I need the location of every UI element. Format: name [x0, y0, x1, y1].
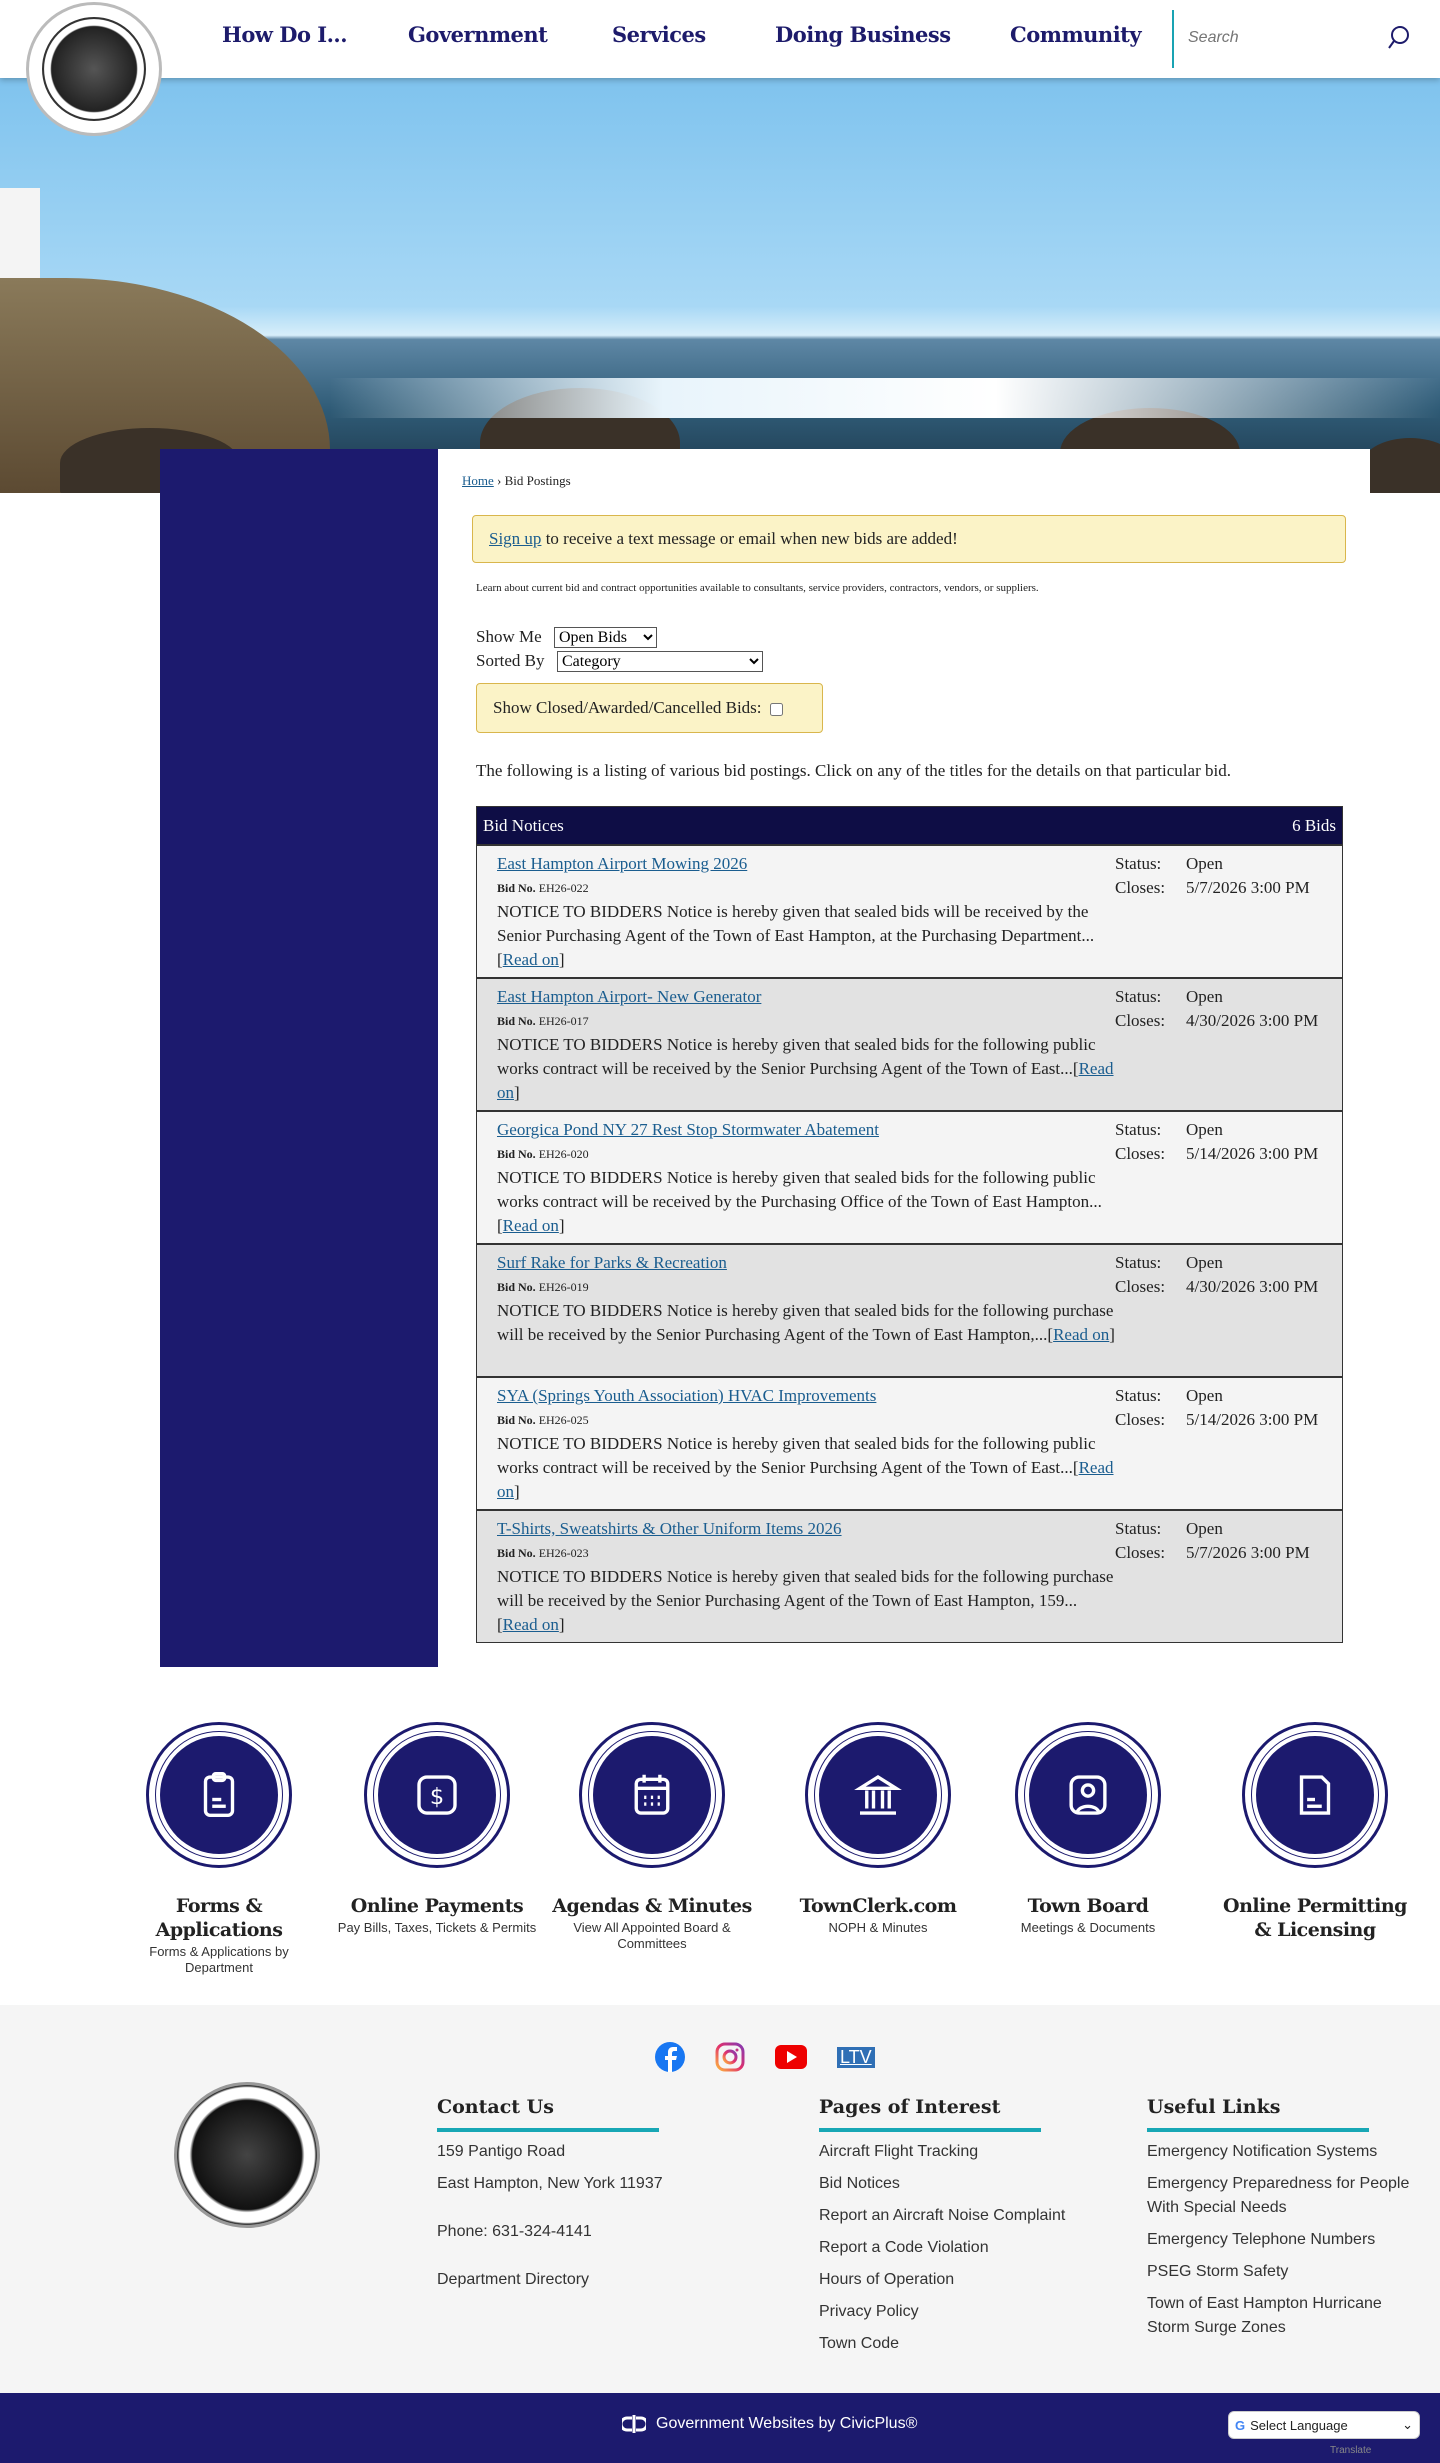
sorted-by-select[interactable] — [557, 651, 763, 672]
person-icon — [1061, 1768, 1115, 1822]
quicklink-document[interactable] — [1215, 1722, 1415, 1944]
heading-underline — [437, 2128, 659, 2132]
nav-government[interactable]: Government — [408, 22, 548, 47]
signup-link[interactable]: Sign up — [489, 529, 542, 548]
language-label: Select Language — [1250, 2417, 1348, 2433]
quicklink-building[interactable] — [778, 1722, 978, 1936]
quicklink-calendar[interactable] — [552, 1722, 752, 1952]
building-icon — [851, 1768, 905, 1822]
contact-heading: Contact Us — [437, 2096, 554, 2118]
status-label: Status: — [1115, 1253, 1162, 1272]
quicklink-title: Agendas & Minutes — [552, 1895, 752, 1917]
read-on-link[interactable]: Read on — [502, 950, 559, 969]
heading-underline — [819, 2128, 1041, 2132]
contact-us — [437, 2096, 737, 2300]
footer-link[interactable]: Emergency Preparedness for People With Special Needs — [1147, 2175, 1410, 2216]
heading-underline — [1147, 2128, 1369, 2132]
social-links — [655, 2042, 875, 2072]
bid-table-title: Bid Notices — [483, 815, 564, 835]
calendar-icon — [625, 1768, 679, 1822]
intro-text: Learn about current bid and contract opportunities available to consultants, service providers, contractors, vendors, or suppliers. — [476, 582, 1039, 594]
breadcrumb-home[interactable]: Home — [462, 473, 494, 488]
footer-link[interactable]: Privacy Policy — [819, 2303, 919, 2320]
quicklink-title: Online Permitting & Licensing — [1223, 1895, 1407, 1941]
listing-text: The following is a listing of various bid postings. Click on any of the titles for the details on that particular bid. — [476, 761, 1231, 780]
clipboard-icon — [192, 1768, 246, 1822]
useful-links — [1147, 2096, 1417, 2348]
quicklink-title: TownClerk.com — [799, 1895, 957, 1917]
site-header — [0, 0, 1440, 78]
pages-heading: Pages of Interest — [819, 2096, 1001, 2118]
closes-value: 5/14/2026 3:00 PM — [1186, 1144, 1319, 1163]
dollar-icon — [410, 1768, 464, 1822]
bid-table-header — [477, 807, 1342, 844]
bid-description: NOTICE TO BIDDERS Notice is hereby given that sealed bids for the following public works contract will be received by the Senior Purchsing Agent of the Town of East... — [497, 1035, 1096, 1078]
town-seal-logo[interactable] — [26, 2, 162, 136]
breadcrumb-current: Bid Postings — [504, 473, 571, 488]
nav-divider — [1172, 10, 1174, 68]
closes-value: 4/30/2026 3:00 PM — [1186, 1011, 1319, 1030]
pages-of-interest — [819, 2096, 1119, 2364]
nav-community[interactable]: Community — [1010, 22, 1142, 47]
quicklink-circle — [364, 1722, 510, 1868]
show-me-select[interactable] — [554, 627, 657, 648]
bid-no: EH26-025 — [538, 1413, 589, 1427]
quicklink-clipboard[interactable] — [119, 1722, 319, 1976]
bid-description: NOTICE TO BIDDERS Notice is hereby given that sealed bids for the following public works contract will be received by the Senior Purchsing Agent of the Town of East... — [497, 1434, 1096, 1477]
bid-no-label: Bid No. — [497, 1413, 536, 1427]
read-on-link[interactable]: Read on — [497, 1458, 1114, 1501]
closes-label: Closes: — [1115, 1543, 1166, 1562]
address-line-2: East Hampton, New York 11937 — [437, 2175, 663, 2192]
facebook-icon[interactable] — [655, 2042, 685, 2072]
quicklink-subtitle: NOPH & Minutes — [828, 1920, 928, 1935]
search-icon[interactable] — [1386, 24, 1410, 52]
bid-row: SYA (Springs Youth Association) HVAC Improvements Bid No. EH26-025 NOTICE TO BIDDERS Notice is hereby given that sealed bids for the following public works contract will be received by the Senior Purchsing Agent of the Town of East...[Read on] Status: Open Closes: 5/14/2026 3:00 PM — [477, 1376, 1342, 1509]
quicklink-circle — [805, 1722, 951, 1868]
footer-link[interactable]: Emergency Telephone Numbers — [1147, 2231, 1376, 2248]
sidebar — [160, 449, 438, 1667]
waves — [330, 378, 1440, 418]
bid-no: EH26-022 — [538, 881, 589, 895]
quicklink-title: Town Board — [1027, 1895, 1149, 1917]
footer-link[interactable]: Report an Aircraft Noise Complaint — [819, 2207, 1066, 2224]
bid-no: EH26-023 — [538, 1546, 589, 1560]
bid-no-label: Bid No. — [497, 1014, 536, 1028]
footer-link[interactable]: Bid Notices — [819, 2175, 900, 2192]
google-icon: G — [1235, 2417, 1246, 2433]
closes-value: 5/14/2026 3:00 PM — [1186, 1410, 1319, 1429]
closes-label: Closes: — [1115, 878, 1166, 897]
signup-text: to receive a text message or email when new bids are added! — [541, 529, 958, 548]
quicklink-circle — [146, 1722, 292, 1868]
bid-count: 6 Bids — [1292, 815, 1336, 835]
status-label: Status: — [1115, 1120, 1162, 1139]
chevron-down-icon: ⌄ — [1402, 2417, 1413, 2432]
footer-town-seal — [174, 2082, 320, 2228]
quicklink-subtitle: Forms & Applications by Department — [149, 1944, 289, 1975]
footer-link[interactable]: Town of East Hampton Hurricane Storm Surge Zones — [1147, 2295, 1382, 2336]
closes-label: Closes: — [1115, 1011, 1166, 1030]
bid-description: NOTICE TO BIDDERS Notice is hereby given that sealed bids will be received by the Senior Purchasing Agent of the Town of East Hampton, at the Purchasing Department... — [497, 902, 1095, 945]
footer-link[interactable]: Town Code — [819, 2335, 900, 2352]
closes-label: Closes: — [1115, 1410, 1166, 1429]
signup-alert — [472, 515, 1346, 563]
status-value: Open — [1186, 854, 1223, 873]
bid-no: EH26-019 — [538, 1280, 589, 1294]
bid-title-link[interactable]: T-Shirts, Sweatshirts & Other Uniform Items 2026 — [497, 1519, 842, 1538]
address-line-1: 159 Pantigo Road — [437, 2143, 566, 2160]
bid-no-label: Bid No. — [497, 1546, 536, 1560]
closes-label: Closes: — [1115, 1277, 1166, 1296]
quicklink-dollar[interactable] — [337, 1722, 537, 1936]
footer-link[interactable]: Hours of Operation — [819, 2271, 955, 2288]
bid-description: NOTICE TO BIDDERS Notice is hereby given that sealed bids for the following purchase will be received by the Senior Purchasing Agent of the Town of East Hampton,... — [497, 1301, 1114, 1344]
quicklink-circle — [579, 1722, 725, 1868]
bid-title-link[interactable]: Georgica Pond NY 27 Rest Stop Stormwater Abatement — [497, 1120, 879, 1139]
quicklink-subtitle: View All Appointed Board & Committees — [573, 1920, 731, 1951]
read-on-link[interactable]: Read on — [502, 1216, 559, 1235]
quicklink-circle — [1015, 1722, 1161, 1868]
bid-title-link[interactable]: East Hampton Airport- New Generator — [497, 987, 762, 1006]
bid-title-link[interactable]: Surf Rake for Parks & Recreation — [497, 1253, 727, 1272]
breadcrumb-separator: › — [497, 473, 502, 488]
breadcrumb — [462, 473, 571, 489]
bid-row: Surf Rake for Parks & Recreation Bid No. EH26-019 NOTICE TO BIDDERS Notice is hereby given that sealed bids for the following purchase will be received by the Senior Purchasing Agent of the Town of East Hampton,...[Read on] Status: Open Closes: 4/30/2026 3:00 PM — [477, 1243, 1342, 1376]
status-label: Status: — [1115, 987, 1162, 1006]
youtube-icon[interactable] — [775, 2045, 807, 2069]
nav-services[interactable]: Services — [612, 22, 706, 47]
status-label: Status: — [1115, 1519, 1162, 1538]
nav-how-do-i[interactable]: How Do I... — [222, 22, 348, 47]
status-value: Open — [1186, 1519, 1223, 1538]
show-closed-label: Show Closed/Awarded/Cancelled Bids: — [493, 698, 762, 717]
status-value: Open — [1186, 1253, 1223, 1272]
useful-heading: Useful Links — [1147, 2096, 1281, 2118]
status-value: Open — [1186, 987, 1223, 1006]
bid-row: Georgica Pond NY 27 Rest Stop Stormwater Abatement Bid No. EH26-020 NOTICE TO BIDDERS Notice is hereby given that sealed bids for the following public works contract will be received by the Purchasing Office of the Town of East Hampton...[Read on] Status: Open Closes: 5/14/2026 3:00 PM — [477, 1110, 1342, 1243]
quicklink-title: Online Payments — [350, 1895, 524, 1917]
bid-row: East Hampton Airport- New Generator Bid No. EH26-017 NOTICE TO BIDDERS Notice is hereby given that sealed bids for the following public works contract will be received by the Senior Purchsing Agent of the Town of East...[Read on] Status: Open Closes: 4/30/2026 3:00 PM — [477, 977, 1342, 1110]
bid-no: EH26-017 — [538, 1014, 589, 1028]
instagram-icon[interactable] — [715, 2042, 745, 2072]
language-select[interactable] — [1228, 2411, 1420, 2439]
show-closed-box — [476, 683, 823, 733]
quicklink-subtitle: Pay Bills, Taxes, Tickets & Permits — [337, 1920, 537, 1935]
status-value: Open — [1186, 1120, 1223, 1139]
read-on-link[interactable]: Read on — [497, 1059, 1114, 1102]
footer-link[interactable]: Emergency Notification Systems — [1147, 2143, 1378, 2160]
bid-row: East Hampton Airport Mowing 2026 Bid No. EH26-022 NOTICE TO BIDDERS Notice is hereby given that sealed bids will be received by the Senior Purchasing Agent of the Town of East Hampton, at the Purchasing Department...[Read on] Status: Open Closes: 5/7/2026 3:00 PM — [477, 844, 1342, 977]
footer — [0, 2005, 1440, 2393]
footer-link[interactable]: Report a Code Violation — [819, 2239, 989, 2256]
bid-no-label: Bid No. — [497, 1147, 536, 1161]
bid-description: NOTICE TO BIDDERS Notice is hereby given that sealed bids for the following public works contract will be received by the Purchasing Office of the Town of East Hampton... — [497, 1168, 1102, 1211]
closes-value: 5/7/2026 3:00 PM — [1186, 1543, 1310, 1562]
civicplus-icon — [622, 2415, 646, 2433]
show-closed-checkbox[interactable] — [770, 703, 783, 716]
bid-title-link[interactable]: SYA (Springs Youth Association) HVAC Improvements — [497, 1386, 877, 1405]
sorted-by-label: Sorted By — [476, 651, 545, 670]
bid-no-label: Bid No. — [497, 881, 536, 895]
footer-link[interactable]: PSEG Storm Safety — [1147, 2263, 1289, 2280]
document-icon — [1288, 1768, 1342, 1822]
read-on-link[interactable]: Read on — [502, 1615, 559, 1634]
quicklink-subtitle: Meetings & Documents — [1020, 1920, 1156, 1935]
quicklink-circle — [1242, 1722, 1388, 1868]
bid-no: EH26-020 — [538, 1147, 589, 1161]
closes-label: Closes: — [1115, 1144, 1166, 1163]
closes-value: 5/7/2026 3:00 PM — [1186, 878, 1310, 897]
status-label: Status: — [1115, 854, 1162, 873]
department-directory-link[interactable]: Department Directory — [437, 2271, 590, 2288]
read-on-link[interactable]: Read on — [1053, 1325, 1110, 1344]
closes-value: 4/30/2026 3:00 PM — [1186, 1277, 1319, 1296]
quicklink-person[interactable] — [988, 1722, 1188, 1936]
footer-link[interactable]: Aircraft Flight Tracking — [819, 2143, 979, 2160]
quicklink-title: Forms & Applications — [155, 1895, 283, 1941]
bid-description: NOTICE TO BIDDERS Notice is hereby given that sealed bids for the following purchase will be received by the Senior Purchasing Agent of the Town of East Hampton, 159... — [497, 1567, 1114, 1610]
google-translate-text: Translate — [1330, 2445, 1372, 2456]
show-me-label: Show Me — [476, 627, 542, 646]
svg-text:$: $ — [429, 1784, 445, 1810]
bottom-bar — [0, 2393, 1440, 2463]
status-label: Status: — [1115, 1386, 1162, 1405]
bid-table — [476, 806, 1343, 1643]
phone: Phone: 631-324-4141 — [437, 2223, 592, 2240]
bid-row: T-Shirts, Sweatshirts & Other Uniform Items 2026 Bid No. EH26-023 NOTICE TO BIDDERS Notice is hereby given that sealed bids for the following purchase will be received by the Senior Purchasing Agent of the Town of East Hampton, 159...[Read on] Status: Open Closes: 5/7/2026 3:00 PM — [477, 1509, 1342, 1642]
status-value: Open — [1186, 1386, 1223, 1405]
civicplus-text: Government Websites by CivicPlus® — [656, 2415, 918, 2432]
search-input[interactable] — [1188, 24, 1368, 52]
nav-doing-business[interactable]: Doing Business — [775, 22, 951, 47]
bid-no-label: Bid No. — [497, 1280, 536, 1294]
hero-banner — [0, 78, 1440, 493]
bid-title-link[interactable]: East Hampton Airport Mowing 2026 — [497, 854, 748, 873]
civicplus-link[interactable] — [622, 2415, 917, 2433]
ltv-icon[interactable]: LTV — [837, 2047, 875, 2068]
